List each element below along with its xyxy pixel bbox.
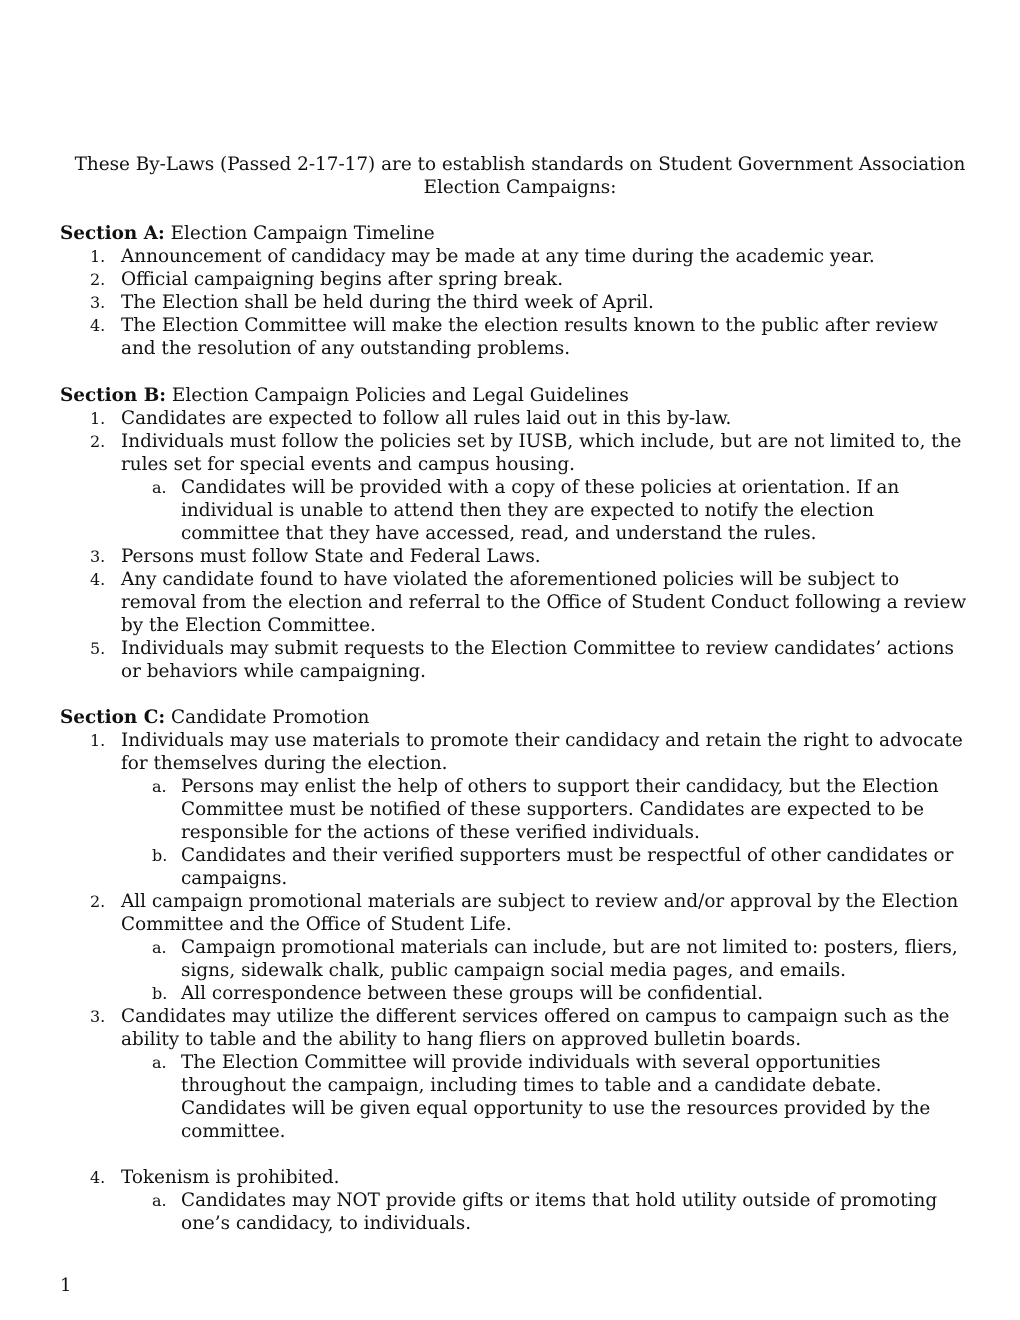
item-text: Any candidate found to have violated the aforementioned policies will be subject to removal from the election and referral to the Office of Student Conduct following a review by the Election Committee. — [121, 569, 967, 636]
sub-item-letter: b. — [152, 846, 168, 865]
item-number: 4. — [90, 570, 106, 589]
intro-line-1: These By-Laws (Passed 2-17-17) are to establish standards on Student Government Association — [74, 154, 966, 175]
item-number: 2. — [90, 892, 106, 911]
page-number: 1 — [60, 1275, 72, 1296]
list-item — [60, 1166, 970, 1235]
sub-list — [121, 1189, 970, 1235]
item-number: 2. — [90, 270, 106, 289]
section-c-heading — [60, 706, 970, 729]
item-number: 2. — [90, 432, 106, 451]
item-number: 1. — [90, 409, 106, 428]
list-item — [60, 545, 970, 568]
sub-list-item — [121, 844, 970, 890]
sub-item-text: Candidates and their verified supporters must be respectful of other candidates or campaigns. — [181, 845, 954, 889]
item-text: Individuals may submit requests to the Election Committee to review candidates’ actions or behaviors while campaigning. — [121, 638, 954, 682]
section-b-heading — [60, 384, 970, 407]
section-a-list — [60, 245, 970, 360]
list-item — [60, 1005, 970, 1143]
sub-item-text: Candidates will be provided with a copy of these policies at orientation. If an individual is unable to attend then they are expected to notify the election committee that they have accessed, read, and understand the rules. — [181, 477, 900, 544]
item-text: The Election Committee will make the election results known to the public after review and the resolution of any outstanding problems. — [121, 315, 938, 359]
sub-list-item — [121, 476, 970, 545]
item-text: Announcement of candidacy may be made at any time during the academic year. — [121, 246, 875, 267]
spacer — [60, 1143, 970, 1166]
intro-line-2: Election Campaigns: — [423, 177, 617, 198]
item-text: Individuals must follow the policies set by IUSB, which include, but are not limited to, the rules set for special events and campus housing. — [121, 431, 962, 475]
item-number: 4. — [90, 1168, 106, 1187]
item-text: Tokenism is prohibited. — [121, 1167, 340, 1188]
intro-paragraph — [60, 153, 980, 199]
section-c-title: Candidate Promotion — [171, 707, 370, 728]
section-b-list — [60, 407, 970, 683]
item-text: Individuals may use materials to promote their candidacy and retain the right to advocate for themselves during the election. — [121, 730, 963, 774]
list-item — [60, 407, 970, 430]
sub-list — [121, 476, 970, 545]
list-item — [60, 430, 970, 545]
item-text: Persons must follow State and Federal Laws. — [121, 546, 541, 567]
sub-list-item — [121, 936, 970, 982]
sub-item-text: Candidates may NOT provide gifts or items that hold utility outside of promoting one’s candidacy, to individuals. — [181, 1190, 938, 1234]
sub-item-letter: a. — [152, 777, 167, 796]
section-a — [60, 222, 970, 360]
sub-item-text: All correspondence between these groups will be confidential. — [181, 983, 764, 1004]
item-number: 5. — [90, 639, 106, 658]
sub-item-letter: a. — [152, 1191, 167, 1210]
sub-item-letter: a. — [152, 478, 167, 497]
list-item — [60, 637, 970, 683]
sub-list — [121, 936, 970, 1005]
sub-item-text: The Election Committee will provide individuals with several opportunities throughout the campaign, including times to table and a candidate debate. Candidates will be given equal opportunity to use the resources provided by the committee. — [181, 1052, 931, 1142]
item-text: Official campaigning begins after spring break. — [121, 269, 564, 290]
sub-item-letter: a. — [152, 1053, 167, 1072]
section-a-title: Election Campaign Timeline — [170, 223, 435, 244]
sub-list — [121, 1051, 970, 1143]
list-item — [60, 729, 970, 890]
section-b-label: Section B: — [60, 385, 167, 406]
section-b — [60, 384, 970, 683]
item-text: Candidates are expected to follow all rules laid out in this by-law. — [121, 408, 732, 429]
sub-item-text: Campaign promotional materials can include, but are not limited to: posters, fliers, signs, sidewalk chalk, public campaign social media pages, and emails. — [181, 937, 958, 981]
sub-list-item — [121, 1189, 970, 1235]
sub-list-item — [121, 1051, 970, 1143]
section-a-heading — [60, 222, 970, 245]
sub-item-letter: a. — [152, 938, 167, 957]
sub-list-item — [121, 775, 970, 844]
section-c — [60, 706, 970, 1235]
list-item — [60, 268, 970, 291]
sub-list-item — [121, 982, 970, 1005]
item-text: The Election shall be held during the third week of April. — [121, 292, 654, 313]
item-number: 4. — [90, 316, 106, 335]
section-c-label: Section C: — [60, 707, 166, 728]
sub-item-letter: b. — [152, 984, 168, 1003]
item-number: 1. — [90, 731, 106, 750]
sub-list — [121, 775, 970, 890]
list-item — [60, 245, 970, 268]
item-number: 3. — [90, 1007, 106, 1026]
item-number: 3. — [90, 293, 106, 312]
list-item — [60, 568, 970, 637]
section-a-label: Section A: — [60, 223, 165, 244]
sub-item-text: Persons may enlist the help of others to support their candidacy, but the Election Committee must be notified of these supporters. Candidates are expected to be responsible for the actions of these verified individuals. — [181, 776, 939, 843]
item-number: 1. — [90, 247, 106, 266]
list-item — [60, 291, 970, 314]
item-text: Candidates may utilize the different services offered on campus to campaign such as the ability to table and the ability to hang fliers on approved bulletin boards. — [121, 1006, 950, 1050]
list-item — [60, 890, 970, 1005]
section-b-title: Election Campaign Policies and Legal Guidelines — [171, 385, 629, 406]
item-number: 3. — [90, 547, 106, 566]
item-text: All campaign promotional materials are subject to review and/or approval by the Election Committee and the Office of Student Life. — [121, 891, 959, 935]
section-c-list — [60, 729, 970, 1235]
list-item — [60, 314, 970, 360]
